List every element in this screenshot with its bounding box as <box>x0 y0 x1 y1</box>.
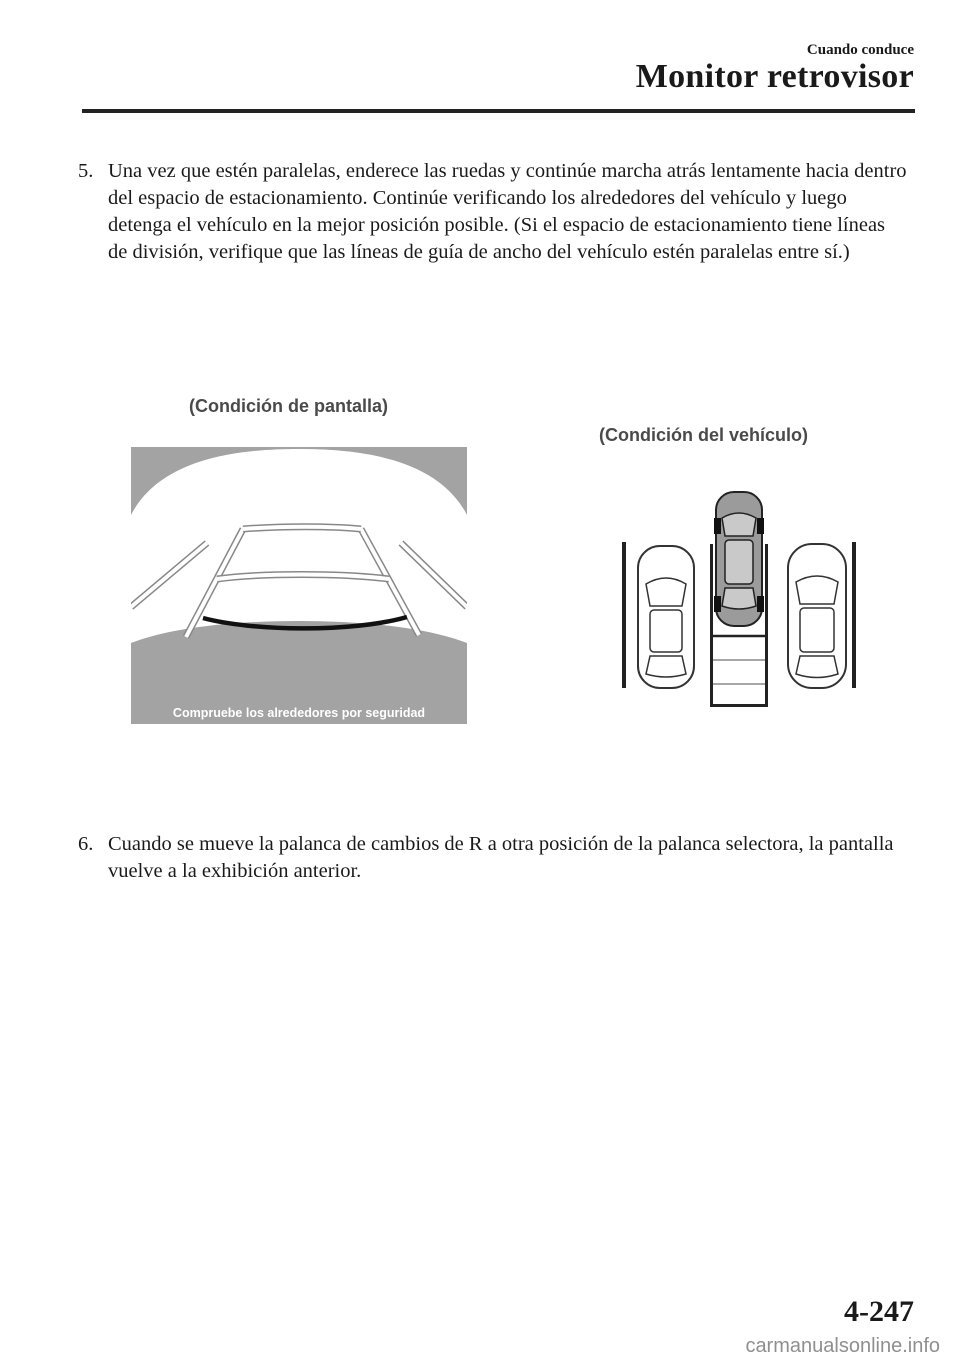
step-6 <box>78 831 908 885</box>
header-divider <box>82 109 915 113</box>
step-text: Una vez que estén paralelas, enderece las ruedas y continúe marcha atrás lentamente hacia dentro del espacio de estacionamiento. Continúe verificando los alrededores del vehículo y luego detenga el vehículo en la mejor posición posible. (Si el espacio de estacionamiento tiene líneas de división, verifique que las líneas de guía de ancho del vehículo estén paralelas entre sí.) <box>108 160 907 263</box>
reversing-car <box>714 492 764 626</box>
step-number: 5. <box>78 160 94 182</box>
step-number: 6. <box>78 833 94 855</box>
parking-line <box>710 544 713 706</box>
parking-line <box>622 542 626 688</box>
parking-line <box>765 544 768 706</box>
camera-view-area <box>131 449 467 643</box>
screen-condition-label: (Condición de pantalla) <box>189 396 389 416</box>
wheel <box>714 518 721 534</box>
vehicle-condition-label: (Condición del vehículo) <box>599 425 809 445</box>
screen-caption: Compruebe los alrededores por seguridad <box>172 706 426 720</box>
parked-car-right <box>788 544 846 688</box>
parking-line <box>710 704 768 707</box>
page-number: 4-247 <box>844 1295 914 1328</box>
wheel <box>757 596 764 612</box>
section-title: Cuando conduce <box>806 42 914 58</box>
vehicle-condition-illustration <box>616 488 860 708</box>
watermark: carmanualsonline.info <box>745 1335 940 1357</box>
parked-car-left <box>638 546 694 688</box>
step-5 <box>78 158 908 266</box>
page-title: Monitor retrovisor <box>635 58 914 95</box>
monitor-screen-illustration <box>131 447 467 724</box>
parking-line <box>852 542 856 688</box>
wheel <box>714 596 721 612</box>
wheel <box>757 518 764 534</box>
step-text: Cuando se mueve la palanca de cambios de R a otra posición de la palanca selectora, la pantalla vuelve a la exhibición anterior. <box>108 833 894 882</box>
